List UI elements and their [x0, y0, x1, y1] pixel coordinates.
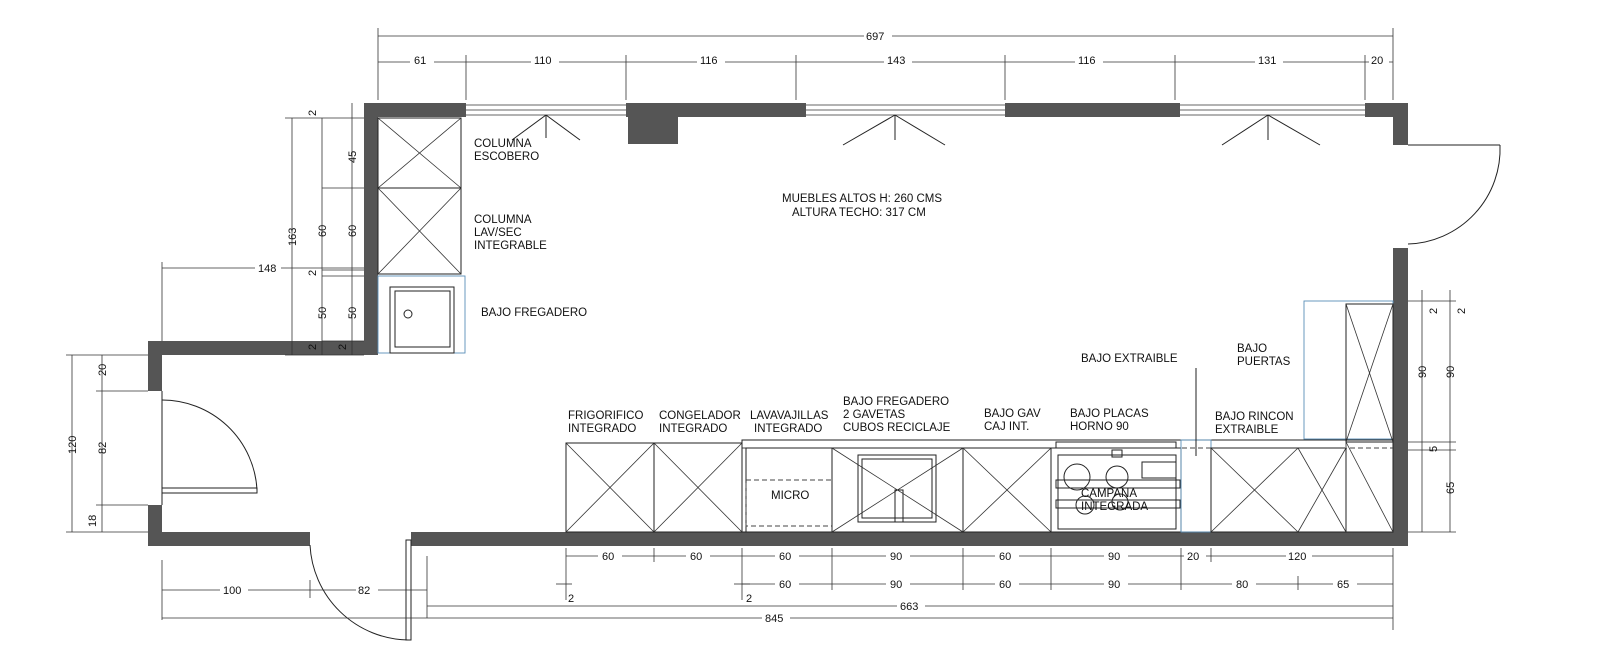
label-columna-escobero-2: ESCOBERO	[474, 151, 540, 163]
dimensions-left	[162, 103, 364, 355]
bottom-run	[566, 368, 1393, 532]
dim-bottom-r1-60a: 60	[602, 551, 615, 563]
label-frigorifico-2: INTEGRADO	[568, 423, 637, 435]
dim-bottom-r1-90b: 90	[1108, 551, 1121, 563]
dim-left-60b: 60	[317, 224, 329, 237]
dim-bottom-82: 82	[358, 585, 371, 597]
wall-top-left-corner	[364, 103, 466, 117]
label-bajo-puertas-2: PUERTAS	[1237, 356, 1291, 368]
dim-bottom-r1-60b: 60	[690, 551, 703, 563]
label-bajo-placas-1: BAJO PLACAS	[1070, 408, 1149, 420]
dim-bottom-2b: 2	[746, 593, 753, 605]
dim-left-2a: 2	[307, 109, 319, 116]
doors	[162, 145, 1500, 640]
label-lavavajillas-2: INTEGRADO	[754, 423, 823, 435]
dim-right-65: 65	[1445, 481, 1457, 494]
left-cabinets	[378, 118, 465, 353]
windows	[466, 105, 1365, 145]
dim-top-131: 131	[1258, 55, 1277, 67]
label-bajo-rincon-1: BAJO RINCON	[1215, 411, 1294, 423]
dim-top-61: 61	[414, 55, 427, 67]
dim-bottom-100: 100	[223, 585, 242, 597]
dim-total-663: 663	[900, 601, 919, 613]
dim-left-2b: 2	[307, 269, 319, 276]
label-bajo-gav-1: BAJO GAV	[984, 408, 1041, 420]
door-left	[162, 391, 257, 505]
label-bajo-placas-2: HORNO 90	[1070, 421, 1129, 433]
label-micro: MICRO	[771, 490, 810, 502]
dim-left-60a: 60	[347, 224, 359, 237]
dim-top-20: 20	[1371, 55, 1384, 67]
dim-right-90a: 90	[1417, 365, 1429, 378]
dim-right-5: 5	[1428, 445, 1440, 452]
label-campana-2: INTEGRADA	[1081, 501, 1149, 513]
wall-top-pier-2	[1005, 103, 1180, 117]
label-bajo-fregadero-left: BAJO FREGADERO	[481, 307, 588, 319]
label-bajo-puertas-1: BAJO	[1237, 343, 1268, 355]
dim-left-163: 163	[287, 227, 299, 246]
window-2	[806, 105, 1005, 145]
door-right	[1408, 145, 1500, 244]
dim-right-2b: 2	[1456, 307, 1468, 314]
dim-bottom-r2-80: 80	[1236, 579, 1249, 591]
dim-door-20: 20	[97, 363, 109, 376]
label-congelador-1: CONGELADOR	[659, 410, 741, 422]
dim-left-45: 45	[347, 150, 359, 163]
dimensions-right	[1408, 290, 1468, 532]
dimensions-top	[378, 28, 1393, 100]
dim-bottom-r2-90a: 90	[890, 579, 903, 591]
label-bajo-gav-2: CAJ INT.	[984, 421, 1030, 433]
dimensions-bottom	[162, 548, 1393, 630]
bajo-puertas-unit	[1304, 301, 1393, 439]
wall-left-outer-top	[148, 341, 162, 391]
label-bajo-rincon-2: EXTRAIBLE	[1215, 424, 1279, 436]
dim-left-50b: 50	[317, 306, 329, 319]
dim-bottom-r2-60a: 60	[779, 579, 792, 591]
bajo-rincon-unit	[1211, 448, 1346, 532]
window-1	[466, 105, 626, 140]
note-muebles-altos: MUEBLES ALTOS H: 260 CMS	[782, 193, 942, 205]
wall-top-right-corner	[1365, 103, 1408, 117]
dimensions-left-door	[66, 355, 148, 532]
dim-bottom-r1-60c: 60	[779, 551, 792, 563]
label-columna-lavsec-3: INTEGRABLE	[474, 240, 547, 252]
wall-bottom-right	[427, 532, 1408, 546]
dim-left-2d: 2	[337, 343, 349, 350]
dim-bottom-r2-65: 65	[1337, 579, 1350, 591]
dim-bottom-r1-20: 20	[1187, 551, 1200, 563]
dim-top-116a: 116	[700, 55, 718, 67]
dim-door-120: 120	[67, 435, 79, 454]
dim-right-90b: 90	[1445, 365, 1457, 378]
wall-right-upper	[1393, 117, 1408, 145]
dim-bottom-r2-60b: 60	[999, 579, 1012, 591]
wall-top-pier-1	[626, 103, 806, 117]
micro-unit	[746, 480, 832, 526]
dim-bottom-r1-120: 120	[1288, 551, 1307, 563]
note-altura-techo: ALTURA TECHO: 317 CM	[792, 207, 926, 219]
label-bajo-fregadero-3: CUBOS RECICLAJE	[843, 422, 951, 434]
dim-left-2c: 2	[307, 343, 319, 350]
wall-left-upper	[364, 103, 378, 355]
dim-bottom-2a: 2	[568, 593, 575, 605]
label-columna-escobero-1: COLUMNA	[474, 138, 532, 150]
dim-left-50a: 50	[347, 306, 359, 319]
dim-top-116b: 116	[1078, 55, 1096, 67]
dim-top-total: 697	[866, 31, 885, 43]
dim-door-18: 18	[87, 514, 99, 527]
label-bajo-fregadero-1: BAJO FREGADERO	[843, 396, 950, 408]
label-columna-lavsec-1: COLUMNA	[474, 214, 532, 226]
dim-top-143: 143	[887, 55, 906, 67]
dim-total-845: 845	[765, 613, 784, 625]
right-cabinets	[1304, 301, 1393, 442]
label-campana-1: CAMPANA	[1081, 488, 1138, 500]
label-columna-lavsec-2: LAV/SEC	[474, 227, 522, 239]
dim-bottom-r2-90b: 90	[1108, 579, 1121, 591]
wall-bottom-jamb	[411, 532, 427, 546]
window-3	[1180, 105, 1365, 145]
chimney-block	[628, 117, 678, 144]
wall-bottom-left	[148, 532, 310, 546]
label-lavavajillas-1: LAVAVAJILLAS	[750, 410, 829, 422]
label-congelador-2: INTEGRADO	[659, 423, 728, 435]
dim-bottom-r1-60d: 60	[999, 551, 1012, 563]
label-bajo-extraible: BAJO EXTRAIBLE	[1081, 353, 1178, 365]
labels	[474, 138, 1294, 513]
dim-right-2a: 2	[1428, 307, 1440, 314]
dim-door-82: 82	[97, 441, 109, 454]
label-frigorifico-1: FRIGORIFICO	[568, 410, 644, 422]
dim-top-110: 110	[534, 55, 552, 67]
dim-bottom-r1-90a: 90	[890, 551, 903, 563]
bajo-fregadero-left-unit	[378, 276, 465, 353]
dim-left-148: 148	[258, 263, 277, 275]
label-bajo-fregadero-2: 2 GAVETAS	[843, 409, 906, 421]
wall-right-lower	[1393, 248, 1408, 546]
